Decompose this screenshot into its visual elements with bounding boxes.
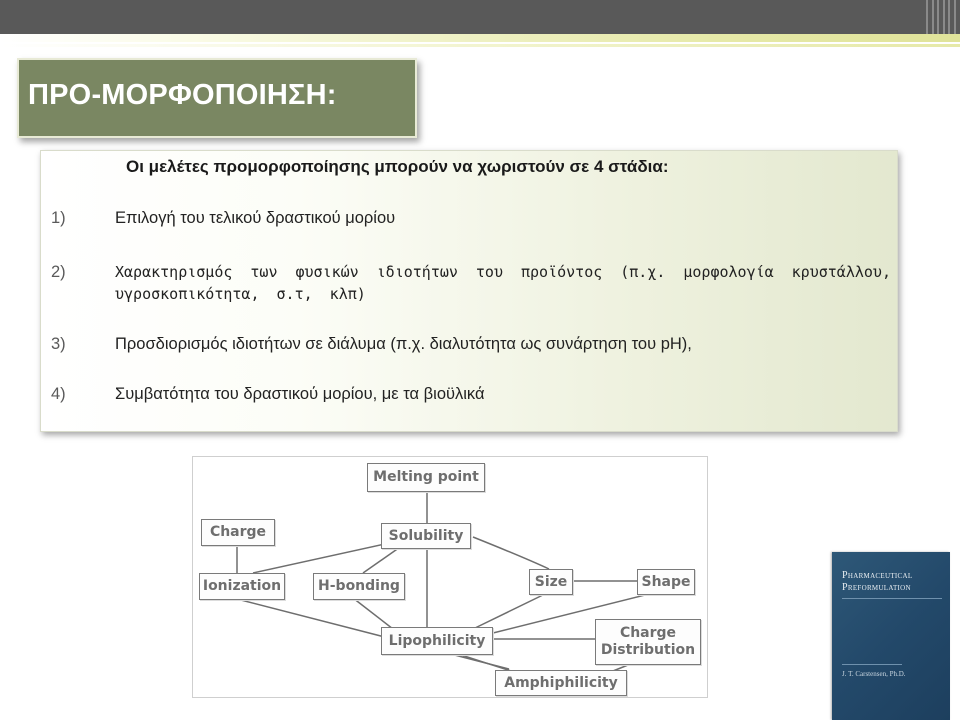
node-shape: Shape xyxy=(637,569,695,595)
book-cover-image xyxy=(832,552,950,720)
node-charge: Charge xyxy=(201,519,275,546)
node-charge-distribution: Charge Distribution xyxy=(595,619,701,665)
top-bar xyxy=(0,0,960,34)
node-h-bonding: H-bonding xyxy=(313,573,405,600)
content-heading: Οι μελέτες προμορφοποίησης μπορούν να χωριστούν σε 4 στάδια: xyxy=(126,157,669,176)
slide-title-box xyxy=(17,58,417,138)
book-author-rule xyxy=(842,664,902,665)
node-solubility: Solubility xyxy=(381,523,471,549)
node-size: Size xyxy=(529,569,573,595)
item-number: 1) xyxy=(51,209,66,227)
node-melting-point: Melting point xyxy=(367,463,485,492)
item-text: Συμβατότητα του δραστικού μορίου, με τα βιοϋλικά xyxy=(115,385,485,403)
node-amphiphilicity: Amphiphilicity xyxy=(495,670,627,696)
slide-title: ΠΡΟ-ΜΟΡΦΟΠΟΙΗΣΗ: xyxy=(28,79,337,111)
content-box xyxy=(40,150,898,432)
book-title-rule xyxy=(842,598,942,599)
item-number: 2) xyxy=(51,263,66,281)
item-text: Επιλογή του τελικού δραστικού μορίου xyxy=(115,209,396,227)
properties-diagram xyxy=(192,456,708,698)
book-author: J. T. Carstensen, Ph.D. xyxy=(842,670,906,678)
top-stripe-thin xyxy=(0,44,960,47)
top-stripe xyxy=(0,34,960,42)
book-title: Pharmaceutical Preformulation xyxy=(842,570,913,593)
item-text: Χαρακτηρισμός των φυσικών ιδιοτήτων του προϊόντος (π.χ. μορφολογία κρυστάλλου, υγροσκοπικότητα, σ.τ, κλπ) xyxy=(115,263,891,303)
node-ionization: Ionization xyxy=(199,573,285,600)
item-number: 4) xyxy=(51,385,66,403)
item-text: Προσδιορισμός ιδιοτήτων σε διάλυμα (π.χ. διαλυτότητα ως συνάρτηση του pH), xyxy=(115,335,692,353)
item-number: 3) xyxy=(51,335,66,353)
decorative-lines xyxy=(920,0,960,34)
node-lipophilicity: Lipophilicity xyxy=(381,627,493,655)
